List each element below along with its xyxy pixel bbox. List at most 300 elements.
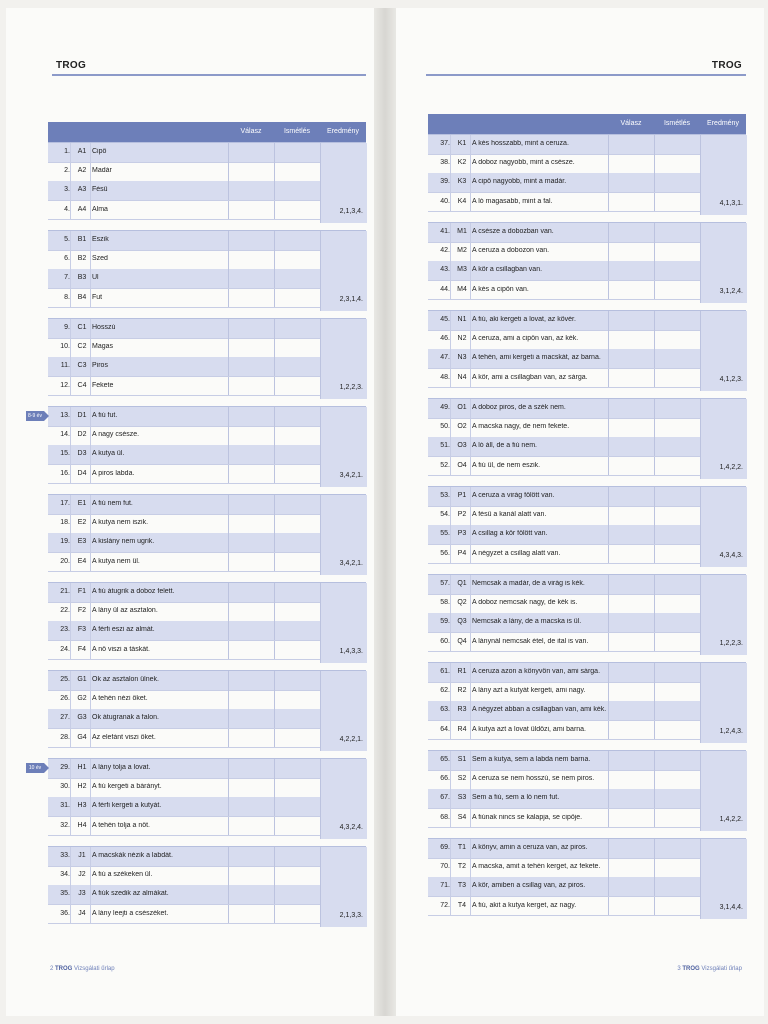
repeat-cell[interactable] [274, 885, 321, 904]
item-text: Piros [92, 362, 108, 370]
repeat-cell[interactable] [654, 721, 701, 740]
repeat-cell[interactable] [274, 338, 321, 357]
item-text: A fiú átugrik a doboz felett. [92, 588, 175, 595]
table-row [48, 905, 320, 925]
item-number: 43. [440, 266, 450, 274]
table-row [428, 839, 700, 859]
result-cell[interactable] [320, 319, 367, 399]
answer-cell[interactable] [228, 407, 275, 426]
repeat-cell[interactable] [654, 525, 701, 544]
repeat-cell[interactable] [654, 751, 701, 770]
repeat-cell[interactable] [654, 633, 701, 652]
item-code: D2 [77, 431, 87, 439]
result-cell[interactable] [320, 407, 367, 487]
answer-cell[interactable] [228, 759, 275, 778]
answer-cell[interactable] [228, 250, 275, 269]
answer-cell[interactable] [608, 877, 655, 896]
table-row [428, 525, 700, 545]
repeat-cell[interactable] [654, 311, 701, 330]
answer-cell[interactable] [228, 602, 275, 621]
item-number: 47. [440, 354, 450, 362]
answer-cell[interactable] [228, 319, 275, 338]
item-number: 32. [60, 821, 70, 829]
table-row [428, 613, 700, 633]
item-number: 17. [60, 500, 70, 507]
repeat-cell[interactable] [654, 242, 701, 261]
answer-cell[interactable] [228, 181, 275, 200]
item-text: A lánynál nemcsak étel, de ital is van. [472, 637, 589, 645]
repeat-cell[interactable] [654, 594, 701, 613]
answer-cell[interactable] [228, 641, 275, 660]
age-marker-tag: 10 év [26, 763, 44, 773]
answer-cell[interactable] [228, 847, 275, 866]
table-row [428, 594, 700, 614]
repeat-cell[interactable] [274, 465, 321, 484]
repeat-cell[interactable] [654, 330, 701, 349]
item-text: A cipő nagyobb, mint a madár. [472, 178, 567, 186]
table-row [48, 553, 320, 573]
table-row [48, 797, 320, 817]
page-footer [677, 966, 742, 972]
result-cell[interactable] [700, 311, 747, 391]
result-key: 1,4,2,2. [719, 816, 743, 823]
item-number: 44. [440, 285, 450, 293]
item-text: Nemcsak a madár, de a virág is kék. [472, 580, 585, 587]
answer-cell[interactable] [228, 143, 275, 162]
result-cell[interactable] [700, 223, 747, 303]
answer-cell[interactable] [608, 135, 655, 154]
item-code: J4 [78, 909, 86, 917]
item-text: A ceruza, ami a cipőn van, az kék. [472, 335, 579, 343]
result-cell[interactable] [700, 399, 747, 479]
result-cell[interactable] [700, 487, 747, 567]
item-code: R3 [457, 706, 467, 714]
repeat-cell[interactable] [654, 193, 701, 212]
table-row [48, 465, 320, 485]
answer-cell[interactable] [228, 201, 275, 220]
item-text: A ló magasabb, mint a fal. [472, 197, 553, 205]
item-number: 60. [440, 637, 450, 645]
item-text: A doboz nemcsak nagy, de kék is. [472, 599, 578, 607]
answer-cell[interactable] [608, 594, 655, 613]
footer-label: Vizsgálati űrlap [74, 966, 115, 972]
answer-cell[interactable] [228, 709, 275, 728]
item-code: C4 [77, 381, 87, 389]
repeat-cell[interactable] [274, 778, 321, 797]
item-code: R1 [457, 668, 467, 675]
repeat-cell[interactable] [274, 269, 321, 288]
answer-cell[interactable] [228, 162, 275, 181]
repeat-cell[interactable] [274, 445, 321, 464]
answer-cell[interactable] [608, 525, 655, 544]
repeat-cell[interactable] [274, 621, 321, 640]
answer-cell[interactable] [228, 514, 275, 533]
item-text: Sem a fiú, sem a ló nem fut. [472, 794, 560, 802]
table-row [48, 847, 320, 867]
repeat-cell[interactable] [654, 281, 701, 300]
item-number: 4. [64, 205, 70, 213]
item-code: R2 [457, 687, 467, 695]
answer-cell[interactable] [608, 613, 655, 632]
answer-cell[interactable] [608, 173, 655, 192]
result-cell[interactable] [320, 231, 367, 311]
table-row [48, 709, 320, 729]
answer-cell[interactable] [608, 506, 655, 525]
answer-cell[interactable] [608, 545, 655, 564]
repeat-cell[interactable] [654, 399, 701, 418]
table-row [48, 250, 320, 270]
item-number: 58. [440, 599, 450, 607]
repeat-cell[interactable] [274, 357, 321, 376]
answer-cell[interactable] [608, 575, 655, 594]
answer-cell[interactable] [228, 866, 275, 885]
item-group [48, 846, 366, 927]
item-number: 71. [440, 882, 450, 890]
item-text: A négyzet abban a csillagban van, ami kék. [472, 706, 607, 714]
item-text: A fiú fut. [92, 412, 118, 419]
answer-cell[interactable] [608, 349, 655, 368]
repeat-cell[interactable] [654, 369, 701, 388]
item-group [428, 750, 746, 831]
item-number: 50. [440, 423, 450, 431]
answer-cell[interactable] [608, 487, 655, 506]
repeat-cell[interactable] [274, 289, 321, 308]
table-row [48, 445, 320, 465]
repeat-cell[interactable] [274, 514, 321, 533]
repeat-cell[interactable] [274, 407, 321, 426]
repeat-cell[interactable] [274, 847, 321, 866]
page-title: TROG [711, 60, 742, 71]
answer-cell[interactable] [608, 839, 655, 858]
answer-cell[interactable] [228, 690, 275, 709]
column-header-eredmeny: Eredmény [327, 128, 359, 135]
result-cell[interactable] [700, 663, 747, 743]
item-code: K1 [457, 140, 467, 147]
table-row [428, 633, 700, 653]
answer-cell[interactable] [228, 426, 275, 445]
item-number: 6. [64, 255, 70, 263]
answer-cell[interactable] [608, 281, 655, 300]
item-text: A macska nagy, de nem fekete. [472, 423, 570, 431]
repeat-cell[interactable] [654, 770, 701, 789]
repeat-cell[interactable] [654, 418, 701, 437]
answer-cell[interactable] [608, 809, 655, 828]
result-cell[interactable] [320, 847, 367, 927]
item-group [48, 142, 366, 223]
item-code: N3 [457, 354, 467, 362]
answer-cell[interactable] [608, 897, 655, 916]
column-header-eredmeny: Eredmény [707, 120, 739, 127]
item-number: 2. [64, 167, 70, 175]
answer-cell[interactable] [608, 858, 655, 877]
item-number: 19. [60, 538, 70, 546]
repeat-cell[interactable] [654, 457, 701, 476]
repeat-cell[interactable] [274, 201, 321, 220]
repeat-cell[interactable] [654, 575, 701, 594]
repeat-cell[interactable] [654, 858, 701, 877]
repeat-cell[interactable] [274, 709, 321, 728]
answer-cell[interactable] [608, 369, 655, 388]
repeat-cell[interactable] [274, 602, 321, 621]
result-key: 1,2,2,3. [719, 640, 743, 647]
item-number: 31. [60, 802, 70, 810]
item-number: 48. [440, 373, 450, 381]
answer-cell[interactable] [608, 721, 655, 740]
result-key: 1,2,4,3. [719, 728, 743, 735]
item-number: 33. [60, 852, 70, 859]
repeat-cell[interactable] [274, 181, 321, 200]
table-row [48, 377, 320, 397]
answer-cell[interactable] [608, 633, 655, 652]
answer-cell[interactable] [228, 778, 275, 797]
item-code: D1 [77, 412, 87, 419]
answer-cell[interactable] [228, 621, 275, 640]
repeat-cell[interactable] [654, 897, 701, 916]
item-text: A lány ül az asztalon. [92, 607, 158, 615]
item-code: B2 [77, 255, 87, 263]
item-code: T3 [457, 882, 467, 890]
repeat-cell[interactable] [654, 135, 701, 154]
answer-cell[interactable] [608, 770, 655, 789]
item-text: A kés hosszabb, mint a ceruza. [472, 140, 569, 147]
item-number: 36. [60, 909, 70, 917]
item-number: 18. [60, 519, 70, 527]
answer-cell[interactable] [228, 269, 275, 288]
answer-cell[interactable] [608, 399, 655, 418]
answer-cell[interactable] [228, 465, 275, 484]
answer-cell[interactable] [608, 701, 655, 720]
answer-cell[interactable] [228, 289, 275, 308]
page-number: 3 [677, 966, 681, 972]
answer-cell[interactable] [228, 729, 275, 748]
item-number: 49. [440, 404, 450, 411]
table-row [48, 885, 320, 905]
repeat-cell[interactable] [274, 495, 321, 514]
repeat-cell[interactable] [274, 690, 321, 709]
table-row [48, 671, 320, 691]
table-header [428, 114, 746, 134]
repeat-cell[interactable] [654, 506, 701, 525]
table-row [428, 770, 700, 790]
repeat-cell[interactable] [274, 583, 321, 602]
repeat-cell[interactable] [654, 545, 701, 564]
item-number: 40. [440, 197, 450, 205]
header-rule [52, 74, 366, 76]
item-text: A fiú, aki kergeti a lovat, az kövér. [472, 316, 576, 323]
repeat-cell[interactable] [654, 613, 701, 632]
answer-cell[interactable] [228, 377, 275, 396]
repeat-cell[interactable] [274, 319, 321, 338]
table-row [428, 751, 700, 771]
repeat-cell[interactable] [274, 377, 321, 396]
answer-cell[interactable] [228, 817, 275, 836]
answer-cell[interactable] [228, 445, 275, 464]
item-text: A fiúk szedik az almákat. [92, 890, 169, 898]
page-title: TROG [56, 60, 87, 71]
result-cell[interactable] [320, 143, 367, 223]
answer-cell[interactable] [608, 311, 655, 330]
result-cell[interactable] [320, 671, 367, 751]
repeat-cell[interactable] [654, 877, 701, 896]
result-cell[interactable] [700, 575, 747, 655]
table-row [48, 583, 320, 603]
answer-cell[interactable] [608, 154, 655, 173]
repeat-cell[interactable] [654, 261, 701, 280]
result-cell[interactable] [700, 135, 747, 215]
item-text: Szed [92, 255, 108, 263]
column-header-valasz: Válasz [620, 120, 642, 127]
result-cell[interactable] [320, 583, 367, 663]
repeat-cell[interactable] [274, 671, 321, 690]
answer-cell[interactable] [228, 495, 275, 514]
repeat-cell[interactable] [654, 349, 701, 368]
repeat-cell[interactable] [654, 154, 701, 173]
table-row [428, 682, 700, 702]
table-row [428, 242, 700, 262]
answer-cell[interactable] [228, 553, 275, 572]
repeat-cell[interactable] [274, 231, 321, 250]
item-number: 27. [60, 714, 70, 722]
table-row [48, 407, 320, 427]
item-text: Ők az asztalon ülnek. [92, 676, 159, 683]
item-code: N2 [457, 335, 467, 343]
repeat-cell[interactable] [274, 817, 321, 836]
repeat-cell[interactable] [274, 250, 321, 269]
repeat-cell[interactable] [274, 143, 321, 162]
item-number: 45. [440, 316, 450, 323]
repeat-cell[interactable] [654, 173, 701, 192]
item-code: M3 [457, 266, 467, 274]
repeat-cell[interactable] [274, 759, 321, 778]
answer-cell[interactable] [608, 223, 655, 242]
result-cell[interactable] [700, 839, 747, 919]
table-header [48, 122, 366, 142]
repeat-cell[interactable] [274, 533, 321, 552]
answer-cell[interactable] [608, 437, 655, 456]
repeat-cell[interactable] [654, 663, 701, 682]
table-row [48, 201, 320, 221]
answer-cell[interactable] [228, 533, 275, 552]
item-text: Hosszú [92, 324, 116, 331]
table-row [428, 487, 700, 507]
table-row [48, 759, 320, 779]
repeat-cell[interactable] [654, 223, 701, 242]
answer-cell[interactable] [608, 682, 655, 701]
column-header-ismetles: Ismétlés [283, 128, 311, 135]
repeat-cell[interactable] [274, 866, 321, 885]
answer-cell[interactable] [228, 885, 275, 904]
table-row [428, 418, 700, 438]
item-code: O2 [457, 423, 467, 431]
item-number: 25. [60, 676, 70, 683]
answer-cell[interactable] [608, 261, 655, 280]
item-number: 62. [440, 687, 450, 695]
item-group [428, 574, 746, 655]
header-rule [426, 74, 746, 76]
item-text: A fésű a kanál alatt van. [472, 511, 547, 519]
repeat-cell[interactable] [274, 426, 321, 445]
repeat-cell[interactable] [274, 905, 321, 924]
table-row [48, 357, 320, 377]
answer-cell[interactable] [608, 751, 655, 770]
repeat-cell[interactable] [274, 553, 321, 572]
result-cell[interactable] [320, 759, 367, 839]
answer-cell[interactable] [608, 330, 655, 349]
item-group [428, 838, 746, 919]
item-text: A kör a csillagban van. [472, 266, 543, 274]
result-cell[interactable] [320, 495, 367, 575]
item-text: A ceruza a virág fölött van. [472, 492, 555, 499]
item-text: A férfi kergeti a kutyát. [92, 802, 162, 810]
result-key: 1,4,3,3. [339, 648, 363, 655]
answer-cell[interactable] [228, 671, 275, 690]
repeat-cell[interactable] [654, 809, 701, 828]
answer-cell[interactable] [608, 789, 655, 808]
item-code: T2 [457, 863, 467, 871]
answer-cell[interactable] [608, 242, 655, 261]
answer-cell[interactable] [608, 418, 655, 437]
repeat-cell[interactable] [274, 641, 321, 660]
column-header-valasz: Válasz [240, 128, 262, 135]
item-number: 67. [440, 794, 450, 802]
repeat-cell[interactable] [274, 797, 321, 816]
repeat-cell[interactable] [654, 487, 701, 506]
table-row [48, 690, 320, 710]
answer-cell[interactable] [228, 231, 275, 250]
table-row [428, 349, 700, 369]
item-text: Eszik [92, 236, 109, 243]
item-number: 14. [60, 431, 70, 439]
answer-cell[interactable] [608, 663, 655, 682]
answer-cell[interactable] [228, 583, 275, 602]
item-text: A négyzet a csillag alatt van. [472, 549, 561, 557]
item-code: P3 [457, 530, 467, 538]
answer-cell[interactable] [228, 905, 275, 924]
answer-cell[interactable] [228, 357, 275, 376]
item-group [28, 758, 366, 839]
repeat-cell[interactable] [654, 789, 701, 808]
repeat-cell[interactable] [654, 437, 701, 456]
table-row [428, 663, 700, 683]
answer-cell[interactable] [228, 338, 275, 357]
item-code: K3 [457, 178, 467, 186]
item-text: Madár [92, 167, 112, 175]
item-code: Q4 [457, 637, 467, 645]
answer-cell[interactable] [608, 193, 655, 212]
result-key: 4,1,3,1. [719, 200, 743, 207]
answer-cell[interactable] [608, 457, 655, 476]
item-number: 35. [60, 890, 70, 898]
item-text: Magas [92, 343, 114, 351]
result-cell[interactable] [700, 751, 747, 831]
item-number: 34. [60, 871, 70, 879]
repeat-cell[interactable] [274, 162, 321, 181]
item-code: Q3 [457, 618, 467, 626]
item-number: 68. [440, 813, 450, 821]
item-text: A ceruza se nem hosszú, se nem piros. [472, 775, 595, 783]
repeat-cell[interactable] [654, 839, 701, 858]
table-row [428, 545, 700, 565]
item-code: H1 [77, 764, 87, 771]
item-text: A csésze a dobozban van. [472, 228, 554, 235]
answer-cell[interactable] [228, 797, 275, 816]
item-code: Q2 [457, 599, 467, 607]
item-number: 9. [64, 324, 70, 331]
repeat-cell[interactable] [274, 729, 321, 748]
repeat-cell[interactable] [654, 682, 701, 701]
item-number: 52. [440, 461, 450, 469]
repeat-cell[interactable] [654, 701, 701, 720]
